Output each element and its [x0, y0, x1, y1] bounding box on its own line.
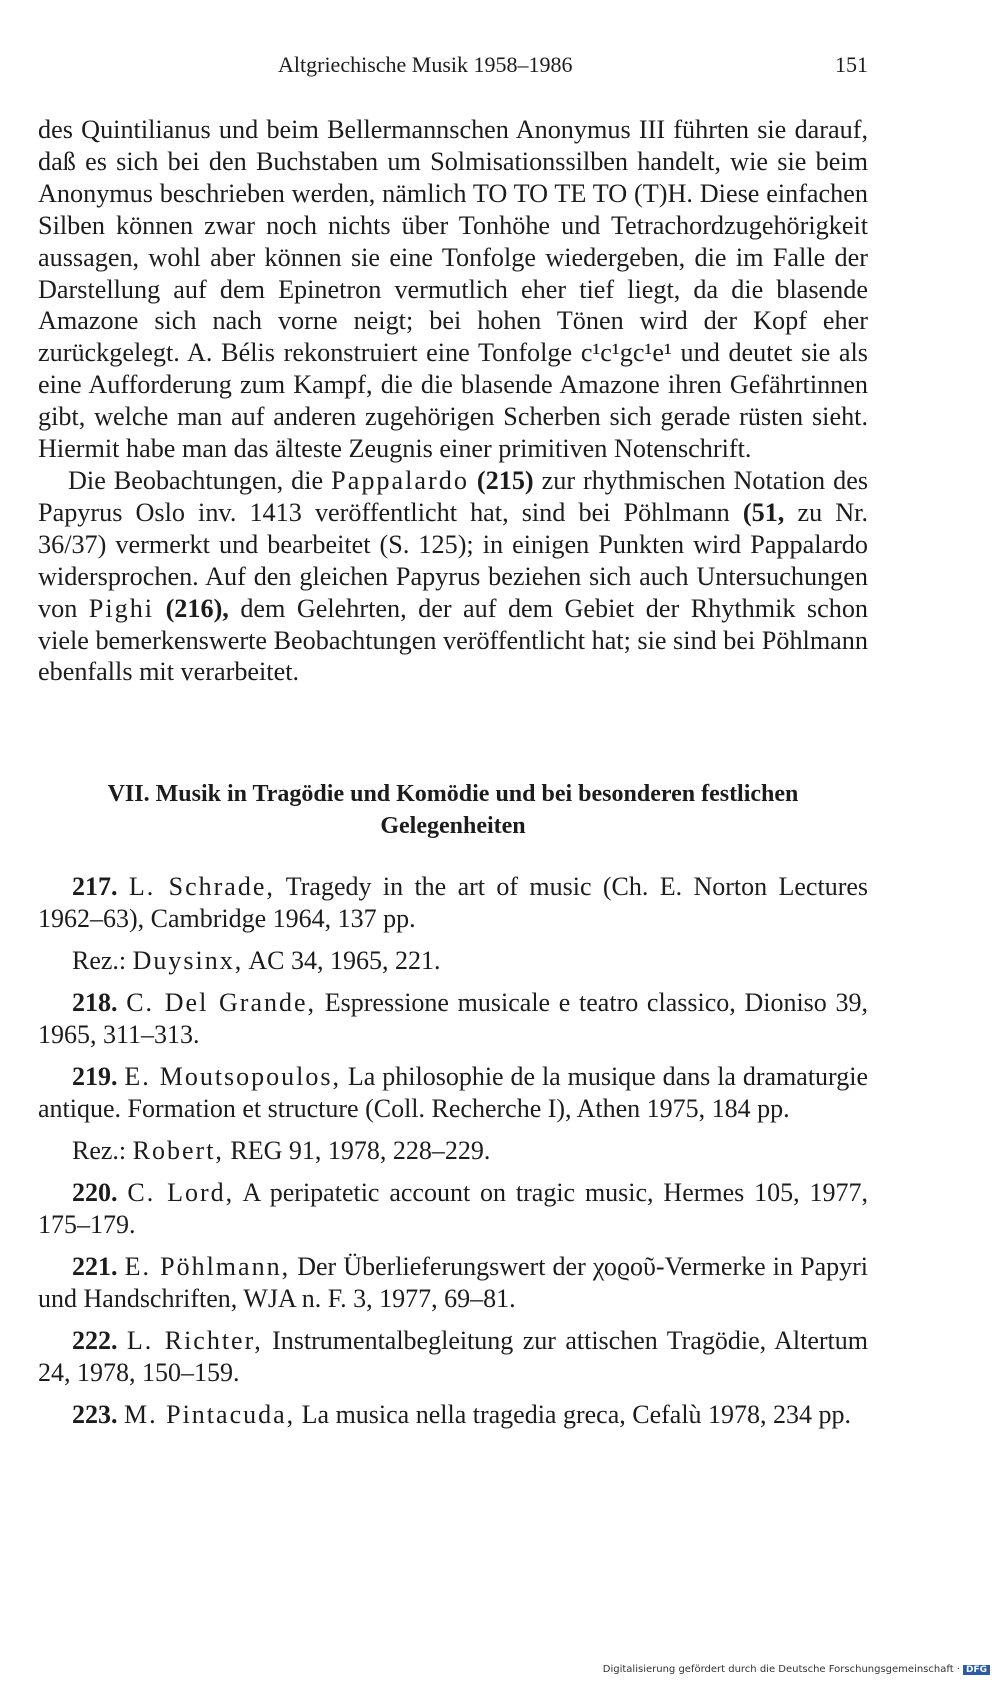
- bibliography-list: [38, 871, 868, 1441]
- reference-number: (215): [476, 465, 534, 495]
- entry-author: C. Del Grande,: [126, 988, 317, 1017]
- entry-text: La philosophie de la musique dans la dramaturgie antique. Formation et structure (Coll. Recherche I), Athen 1975, 184 pp.: [38, 1062, 868, 1123]
- review-label: Rez.:: [72, 1136, 127, 1165]
- bibliography-entry: [38, 871, 868, 935]
- page-number: 151: [835, 52, 868, 77]
- entry-text: Instrumentalbegleitung zur attischen Tragödie, Altertum 24, 1978, 150–159.: [38, 1326, 868, 1387]
- bibliography-entry: [38, 1251, 868, 1315]
- review-label: Rez.:: [72, 946, 127, 975]
- section-heading: VII. Musik in Tragödie und Komödie und bei besonderen festlichen Gelegenheiten: [107, 781, 799, 839]
- entry-number: 222.: [72, 1326, 118, 1355]
- digitization-credit: Digitalisierung gefördert durch die Deutsche Forschungsgemeinschaft · DFG: [570, 1664, 990, 1680]
- review-line: [38, 1135, 868, 1167]
- bibliography-entry: [38, 1325, 868, 1389]
- dfg-logo: DFG: [963, 1665, 990, 1675]
- entry-number: 217.: [72, 872, 118, 901]
- reference-number: (216),: [165, 593, 229, 623]
- author-name: Pighi: [88, 593, 155, 623]
- entry-text: Der Überlieferungswert der χοϱοῦ-Vermerke in Papyri und Handschriften, WJA n. F. 3, 1977, 69–81.: [38, 1252, 868, 1313]
- bibliography-entry: [38, 987, 868, 1051]
- entry-text: La musica nella tragedia greca, Cefalù 1978, 234 pp.: [295, 1400, 852, 1429]
- review-author: Duysinx,: [132, 946, 244, 975]
- body-text: [38, 114, 868, 688]
- reference-number: (51,: [742, 497, 785, 527]
- bibliography-entry: [38, 1177, 868, 1241]
- review-line: [38, 945, 868, 977]
- entry-text: Tragedy in the art of music (Ch. E. Norton Lectures 1962–63), Cambridge 1964, 137 pp.: [38, 872, 869, 933]
- paragraph-2: Die Beobachtungen, die Pappalardo (215) zur rhythmischen Notation des Papyrus Oslo inv. 1413 veröffentlicht hat, sind bei Pöhlmann (51, zu Nr. 36/37) vermerkt und bearbeitet (S. 125); in einigen Punkten wird Pappalardo widersprochen. Auf den gleichen Papyrus beziehen sich auch Untersuchungen von Pighi (216), dem Gelehrten, der auf dem Gebiet der Rhythmik schon viele bemerkenswerte Beobachtungen veröffentlicht hat; sie sind bei Pöhlmann ebenfalls mit verarbeitet.: [38, 465, 869, 687]
- entry-author: L. Schrade,: [128, 872, 275, 901]
- paragraph-1: des Quintilianus und beim Bellermannschen Anonymus III führten sie darauf, daß es sich bei den Buchstaben um Solmisationssilben handelt, wie sie beim Anonymus beschrieben werden, nämlich TO TO TE TO (T)H. Diese einfachen Silben können zwar noch nichts über Tonhöhe und Tetrachordzugehörigkeit aussagen, wohl aber können sie eine Tonfolge wiedergeben, die im Falle der Darstellung auf dem Epinetron vermutlich eher tief liegt, da die blasende Amazone sich nach vorne neigt; bei hohen Tönen wird der Kopf eher zurückgelegt. A. Bélis rekonstruiert eine Tonfolge c¹c¹gc¹e¹ und deutet sie als eine Aufforderung zum Kampf, die die blasende Amazone ihren Gefährtinnen gibt, welche man auf anderen zugehörigen Scherben sich gerade rüsten sieht. Hiermit habe man das älteste Zeugnis einer primitiven Notenschrift.: [38, 115, 868, 464]
- entry-number: 223.: [72, 1400, 118, 1429]
- review-author: Robert,: [132, 1136, 224, 1165]
- entry-number: 220.: [72, 1178, 118, 1207]
- entry-author: E. Pöhlmann,: [124, 1252, 291, 1281]
- entry-number: 221.: [72, 1252, 118, 1281]
- entry-author: L. Richter,: [126, 1326, 263, 1355]
- entry-text: Espressione musicale e teatro classico, Dioniso 39, 1965, 311–313.: [38, 988, 869, 1049]
- entry-text: A peripatetic account on tragic music, Hermes 105, 1977, 175–179.: [38, 1178, 868, 1239]
- entry-author: C. Lord,: [127, 1178, 235, 1207]
- review-text: REG 91, 1978, 228–229.: [223, 1136, 491, 1165]
- author-name: Pappalardo: [331, 465, 469, 495]
- entry-number: 218.: [72, 988, 118, 1017]
- entry-number: 219.: [72, 1062, 118, 1091]
- running-header: [38, 52, 868, 88]
- review-text: AC 34, 1965, 221.: [243, 946, 441, 975]
- entry-author: M. Pintacuda,: [124, 1400, 296, 1429]
- bibliography-entry: [38, 1061, 868, 1125]
- running-title: Altgriechische Musik 1958–1986: [278, 52, 573, 77]
- entry-author: E. Moutsopoulos,: [124, 1062, 342, 1091]
- bibliography-entry: [38, 1399, 868, 1431]
